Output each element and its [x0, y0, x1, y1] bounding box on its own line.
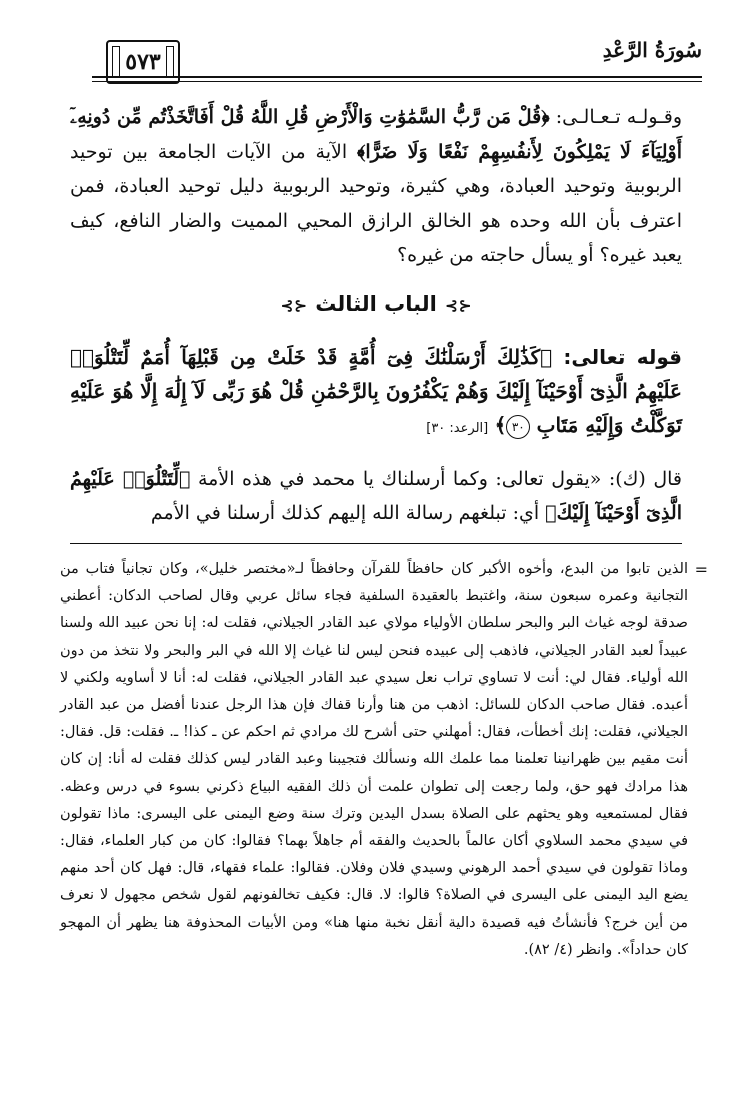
- verse-lead: قوله تعالى:: [552, 345, 683, 369]
- chapter-title: الباب الثالث: [315, 292, 437, 316]
- quran-verse: ﴿لِّتَتْلُوَا۟ عَلَيْهِمُ الَّذِىٓ أَوْحَيْنَآ إِلَيْكَ﴾: [70, 468, 682, 524]
- paragraph-1: [70, 100, 682, 273]
- footnote-continuation-mark: =: [694, 560, 708, 579]
- paragraph-intro: وقـولـه تـعـالـى:: [549, 106, 682, 128]
- footnote: الذين تابوا من البدع، وأخوه الأكبر كان حافظاً للقرآن وحافظاً لـ«مختصر خليل»، وكان تجانياً فتاب من التجانية وعمره سبعون سنة، واغتبط بالعقيدة السلفية فجاء سائل عربي وقال لصاحب الدكان: أعطني صدقة لوجه غياث البر والبحر سلطان الأولياء مولاي عبد القادر الجيلاني، فقلت له: إنا نحن عبيد الله ولسنا عبيداً لعبد القادر الجيلاني، فاذهب إلى عبيده فنحن ليس لنا غياث إلا الله في البر والبحر ولا نتخذ من دون الله أولياء. فقال لي: أنت لا تساوي تراب نعل سيدي عبد القادر الجيلاني، فقلت له: أنا لا أساويه ولكني لا أعبده. فقال صاحب الدكان للسائل: اذهب من هنا وأرنا قفاك فإن هذا الرجل عندنا أفضل من عبد القادر الجيلاني، فقلت: إنك أخطأت، فقال: أمهلني حتى أشرح لك مرادي ثم احكم عن ـ كذا! ـ. فقلت: قل. فقال: أنت مقيم بين ظهرانينا تعلمنا مما علمك الله ونسألك فتجيبنا وعبد القادر ليس كذلك فقلت له أنا: إن كان هذا مرادك فهو حق، ولما رجعت إلى تطوان علمت أن ذلك الفقيه البياع ذكرني بسوء في درس وعظه. فقال لمستمعيه وهو يحثهم على الصلاة بسدل اليدين وترك سنة وضع اليمنى على اليسرى: ماذا تقولون في سيدي محمد السلاوي أكان عالماً بالحديث والفقه أم جاهلاً بهما؟ فقالوا: كان من كبار العلماء، فقال: وماذا تقولون في سيدي أحمد الرهوني وسيدي فلان وفلان. فقالوا: علماء فقهاء، قال: فهل كان أحد منهم يضع اليد اليمنى على اليسرى في الصلاة؟ قالوا: لا. قال: فكيف تخالفونهم لقول شخص مجهول لا نعرف من أين خرج؟ فأنشأتُ فيه قصيدة دالية أنقل نخبة منها هنا» ومن الأبيات المحذوفة هنا يظهر أن المهجو كان حداداً». وانظر (٤/ ٨٢).: [60, 561, 688, 958]
- paragraph-text: الآية من الآيات الجامعة بين توحيد الربوبية وتوحيد العبادة، وهي كثيرة، وتوحيد الربوبية دليل توحيد العبادة، فمن اعترف بأن الله وحده هو الخالق الرازق المحيي المميت والضار النافع، كيف يعبد غيره؟ أو يسأل حاجته من غيره؟: [70, 140, 682, 266]
- paragraph-text: أي: تبلغهم رسالة الله إليهم كذلك أرسلنا في الأمم: [150, 502, 546, 524]
- paragraph-intro: قال (ك): «يقول تعالى: وكما أرسلناك يا محمد في هذه الأمة: [190, 468, 682, 490]
- header-rule-thin: [92, 81, 702, 82]
- paragraph-3: [70, 462, 682, 530]
- page-header: [92, 34, 702, 96]
- ornament-icon: ⊰⊱: [280, 296, 308, 315]
- verse-close: ﴾: [494, 413, 507, 437]
- chapter-heading: [0, 292, 752, 316]
- header-rule: [92, 76, 702, 78]
- paragraph-2: [70, 340, 682, 446]
- verse-reference: [الرعد: ٣٠]: [426, 421, 489, 436]
- ornament-icon: ⊰⊱: [444, 296, 472, 315]
- footnote-divider: [70, 543, 682, 544]
- quran-verse: ﴿قُلْ مَن رَّبُّ السَّمَٰوَٰتِ وَالْأَرْضِ قُلِ اللَّهُ قُلْ أَفَاتَّخَذْتُم مِّن دُونِهِۦٓ أَوْلِيَآءَ لَا يَمْلِكُونَ لِأَنفُسِهِمْ نَفْعًا وَلَا ضَرًّا﴾: [70, 106, 682, 163]
- quran-verse: ﴿كَذَٰلِكَ أَرْسَلْنَٰكَ فِىٓ أُمَّةٍ قَدْ خَلَتْ مِن قَبْلِهَآ أُمَمٌ لِّتَتْلُوَا۟ عَلَيْهِمُ الَّذِىٓ أَوْحَيْنَآ إِلَيْكَ وَهُمْ يَكْفُرُونَ بِالرَّحْمَٰنِ قُلْ هُوَ رَبِّى لَآ إِلَٰهَ إِلَّا هُوَ عَلَيْهِ تَوَكَّلْتُ وَإِلَيْهِ مَتَابِ: [70, 345, 682, 437]
- surah-name: سُورَةُ الرَّعْدِ: [602, 38, 702, 62]
- page-number: ٥٧٣: [125, 49, 161, 75]
- ayah-number-marker: ٣٠: [506, 415, 530, 439]
